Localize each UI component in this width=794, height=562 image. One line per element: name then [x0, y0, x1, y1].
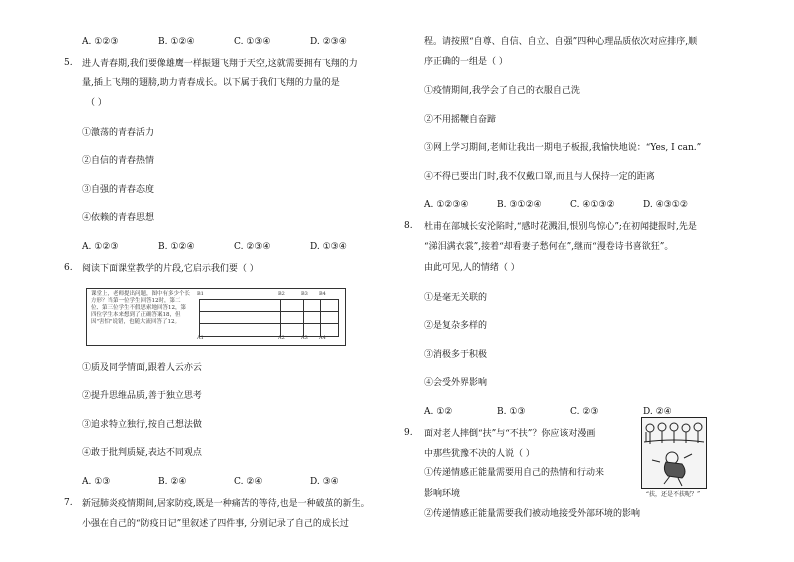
q5-options — [82, 241, 386, 253]
q7-item-1: ①疫情期间,我学会了自己的衣服自己洗 — [424, 86, 580, 96]
q5-item-3: ③自强的青春态度 — [82, 185, 155, 195]
cartoon-drawing — [642, 418, 706, 488]
option-b: B. ②④ — [158, 477, 187, 487]
q7-options — [424, 199, 716, 211]
q6-item-2: ②提升思维品质,善于独立思考 — [82, 391, 202, 401]
q9-item-2: ②传递情感正能量需要我们被动地接受外部环境的影响 — [424, 509, 641, 519]
q7-cont-line-2: 序正确的一组是（ ） — [424, 57, 508, 67]
option-d: D. ②③④ — [310, 37, 347, 47]
q7-line-2: 小强在自己的“防疫日记”里叙述了四件事, 分别记录了自己的成长过 — [82, 519, 349, 529]
q8-number: 8. — [404, 221, 413, 231]
q8-line-2: “涕泪满衣裳”,接着“却看妻子愁何在”,继而“漫卷诗书喜欲狂”。 — [424, 242, 674, 252]
option-a: A. ①②③ — [82, 37, 119, 47]
option-c: C. ④①③② — [570, 200, 615, 210]
q6-line: 阅读下面课堂教学的片段,它启示我们要（ ） — [82, 264, 259, 274]
q4-options — [82, 36, 386, 48]
rectangle-grid-figure — [199, 299, 339, 337]
grid-label: B2 — [278, 291, 285, 297]
q6-options — [82, 476, 386, 488]
cartoon-caption: “扶，还是不扶呢？” — [645, 491, 701, 498]
q6-item-1: ①质及同学情面,跟着人云亦云 — [82, 363, 202, 373]
q7-cont-line-1: 程。请按照“自尊、自信、自立、自强”四种心理品质依次对应排序,顺 — [424, 37, 698, 47]
option-c: C. ②④ — [234, 477, 263, 487]
classroom-excerpt-text: 课堂上，老师提出问题，图中有多少个长方形？当第一位学生回答12时，第二位、第三位学生不假思索地回答12，第四位学生本来想到了正确答案18，但因"害怕"说错，也随大流回答了12。 — [91, 291, 191, 325]
q6-item-3: ③追求特立独行,按自己想法做 — [82, 420, 202, 430]
grid-label: B1 — [197, 291, 204, 297]
q8-item-1: ①是毫无关联的 — [424, 293, 488, 303]
q5-item-4: ④依赖的青春思想 — [82, 213, 155, 223]
q5-item-1: ①激荡的青春活力 — [82, 128, 155, 138]
q7-number: 7. — [64, 498, 73, 508]
option-b: B. ③①②④ — [497, 200, 542, 210]
option-c: C. ①③④ — [234, 37, 271, 47]
q5-line-2: 量,插上飞翔的翅膀,助力青春成长。以下属于我们飞翔的力量的是 — [82, 78, 340, 88]
option-d: D. ③④ — [310, 477, 339, 487]
q8-item-3: ③消极多于积极 — [424, 350, 488, 360]
classroom-excerpt-box — [86, 288, 346, 346]
grid-label: A3 — [301, 335, 308, 341]
q5-item-2: ②自信的青春热情 — [82, 156, 155, 166]
option-d: D. ②④ — [643, 407, 672, 417]
q9-line-1: 面对老人摔倒“扶”与“不扶”？你应该对漫画 — [424, 429, 596, 439]
q6-number: 6. — [64, 263, 73, 273]
q5-line-1: 进人青春期,我们要像雄鹰一样振翅飞翔于天空,这就需要拥有飞翔的力 — [82, 59, 358, 69]
q9-item-1b: 影响环境 — [424, 489, 461, 499]
grid-label: A4 — [319, 335, 326, 341]
q8-line-1: 杜甫在部城长安沦陷时,“感时花溅泪,恨别鸟惊心”;在初闻捷报时,先是 — [424, 222, 697, 232]
q8-item-2: ②是复杂多样的 — [424, 321, 488, 331]
q5-number: 5. — [64, 58, 73, 68]
option-b: B. ①②④ — [158, 37, 195, 47]
q8-item-4: ④会受外界影响 — [424, 378, 488, 388]
option-a: A. ①②③④ — [424, 200, 469, 210]
option-a: A. ①②③ — [82, 242, 119, 252]
grid-label: A1 — [197, 335, 204, 341]
option-a: A. ①② — [424, 407, 453, 417]
grid-label: B4 — [319, 291, 326, 297]
cartoon-illustration — [641, 417, 707, 489]
option-d: D. ①③④ — [310, 242, 347, 252]
q7-line-1: 新冠肺炎疫情期间,居家防疫,既是一种痛苦的等待,也是一种破茧的新生。 — [82, 499, 370, 509]
option-c: C. ②③ — [570, 407, 599, 417]
q7-item-3: ③网上学习期间,老师让我出一期电子板报,我愉快地说：“Yes, I can.” — [424, 143, 702, 153]
option-a: A. ①③ — [82, 477, 111, 487]
q7-item-2: ②不用摇鞭自奋蹄 — [424, 115, 497, 125]
q9-line-2: 中那些犹豫不决的人说（ ） — [424, 449, 535, 459]
q7-item-4: ④不得已要出门时,我不仅戴口罩,而且与人保持一定的距离 — [424, 172, 655, 182]
option-c: C. ②③④ — [234, 242, 271, 252]
grid-label: A2 — [278, 335, 285, 341]
q6-item-4: ④敢于批判质疑,表达不同观点 — [82, 448, 202, 458]
option-d: D. ④③①② — [643, 200, 688, 210]
option-b: B. ①③ — [497, 407, 526, 417]
q9-item-1a: ①传递情感正能量需要用自己的热情和行动来 — [424, 468, 605, 478]
option-b: B. ①②④ — [158, 242, 195, 252]
grid-label: B3 — [301, 291, 308, 297]
q5-line-3: （ ） — [86, 98, 107, 108]
q8-line-3: 由此可见,人的情绪（ ） — [424, 263, 520, 273]
q9-number: 9. — [404, 428, 413, 438]
